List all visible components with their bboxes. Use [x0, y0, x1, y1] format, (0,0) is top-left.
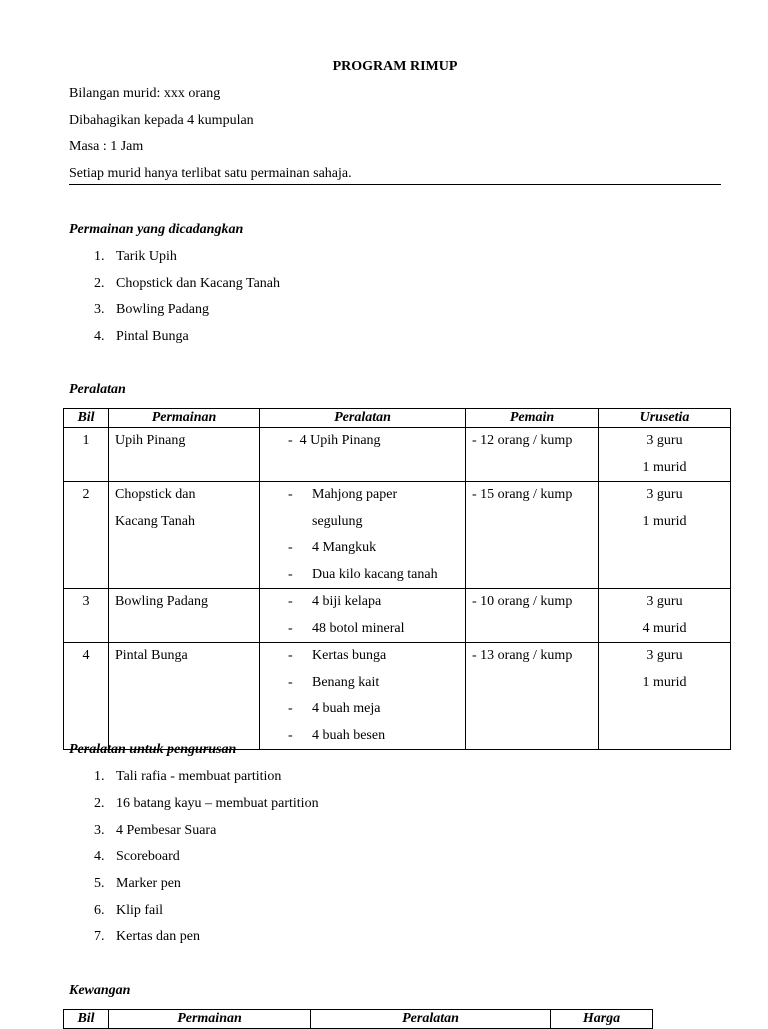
cell-peralatan: - 4 biji kelapa - 48 botol mineral: [260, 589, 466, 643]
cell-bil: 4: [64, 643, 109, 750]
list-item: 3. Bowling Padang: [94, 302, 209, 317]
cell-permainan: Bowling Padang: [109, 589, 260, 643]
list-item: 4. Scoreboard: [94, 849, 180, 864]
cell-permainan: Upih Pinang: [109, 428, 260, 482]
header-peralatan: Peralatan: [311, 1010, 551, 1029]
finance-heading: Kewangan: [69, 983, 131, 998]
cell-permainan: Pintal Bunga: [109, 643, 260, 750]
cell-urusetia: 3 guru 1 murid: [599, 643, 731, 750]
list-item: 1. Tali rafia - membuat partition: [94, 769, 282, 784]
cell-pemain: - 13 orang / kump: [466, 643, 599, 750]
cell-urusetia: 3 guru 1 murid: [599, 428, 731, 482]
list-item: 4. Pintal Bunga: [94, 329, 189, 344]
equipment-heading: Peralatan: [69, 382, 126, 397]
management-heading: Peralatan untuk pengurusan: [69, 742, 237, 757]
cell-bil: 3: [64, 589, 109, 643]
intro-line-duration: Masa : 1 Jam: [69, 139, 144, 154]
list-item: 6. Klip fail: [94, 903, 164, 918]
intro-line-students: Bilangan murid: xxx orang: [69, 86, 221, 101]
cell-bil: 2: [64, 482, 109, 589]
header-harga: Harga: [551, 1010, 653, 1029]
table-row: [64, 643, 731, 750]
header-permainan: Permainan: [109, 409, 260, 428]
header-permainan: Permainan: [109, 1010, 311, 1029]
list-item: 5. Marker pen: [94, 876, 181, 891]
cell-bil: 1: [64, 428, 109, 482]
page-title: PROGRAM RIMUP: [332, 59, 458, 74]
header-urusetia: Urusetia: [599, 409, 731, 428]
cell-urusetia: 3 guru 1 murid: [599, 482, 731, 589]
intro-line-groups: Dibahagikan kepada 4 kumpulan: [69, 113, 254, 128]
intro-line-rule: Setiap murid hanya terlibat satu permainan sahaja.: [69, 166, 352, 181]
header-peralatan: Peralatan: [260, 409, 466, 428]
equipment-table: [63, 408, 731, 750]
header-bil: Bil: [64, 409, 109, 428]
list-item: 1. Tarik Upih: [94, 249, 177, 264]
header-bil: Bil: [64, 1010, 109, 1029]
cell-peralatan: - Kertas bunga - Benang kait - 4 buah meja - 4 buah besen: [260, 643, 466, 750]
finance-table: [63, 1009, 653, 1029]
cell-pemain: - 12 orang / kump: [466, 428, 599, 482]
games-heading: Permainan yang dicadangkan: [69, 222, 244, 237]
list-item: 7. Kertas dan pen: [94, 929, 200, 944]
underline-divider: [69, 184, 721, 185]
cell-peralatan: - Mahjong paper segulung - 4 Mangkuk - Dua kilo kacang tanah: [260, 482, 466, 589]
table-header-row: [64, 1010, 653, 1029]
list-item: 3. 4 Pembesar Suara: [94, 823, 217, 838]
cell-peralatan: - 4 Upih Pinang: [260, 428, 466, 482]
cell-pemain: - 10 orang / kump: [466, 589, 599, 643]
table-row: [64, 428, 731, 482]
table-row: [64, 482, 731, 589]
cell-urusetia: 3 guru 4 murid: [599, 589, 731, 643]
cell-pemain: - 15 orang / kump: [466, 482, 599, 589]
table-header-row: [64, 409, 731, 428]
table-row: [64, 589, 731, 643]
list-item: 2. Chopstick dan Kacang Tanah: [94, 276, 280, 291]
cell-permainan: Chopstick dan Kacang Tanah: [109, 482, 260, 589]
header-pemain: Pemain: [466, 409, 599, 428]
list-item: 2. 16 batang kayu – membuat partition: [94, 796, 319, 811]
